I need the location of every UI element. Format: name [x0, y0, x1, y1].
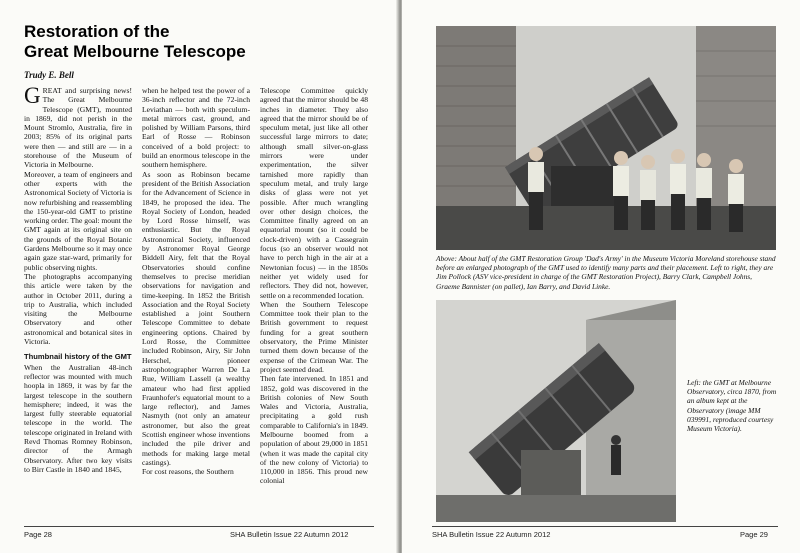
- article-title: [24, 22, 364, 62]
- paragraph: For cost reasons, the Southern: [142, 467, 234, 477]
- paragraph: Moreover, a team of engineers and other experts with the Astronomical Society of Victoria is now refurbishing and reassembling the 150-year-old GMT to pristine working order. The goal: mount the GMT again at its original site on the grounds of the Royal Botanic Gardens Melbourne so it may once again gaze star-ward, primarily for public observing nights.: [24, 169, 132, 272]
- left-page: [0, 0, 398, 553]
- title-line-2: Great Melbourne Telescope: [24, 42, 246, 61]
- paragraph: Telescope Committee quickly agreed that the mirror should be 48 inches in diameter. They also agreed that the mirror should be of speculum metal, just like all other successful large mirrors to date; although small silver-on-glass mirrors were under experimentation, the silver tarnished more rapidly than speculum metal, and truly large disks of glass were not yet possible. After much wrangling over other design choices, the Committee finally agreed on an equatorial mount (so it could be clock-driven) with a Cassegrain focus (so an observer would not have to perch high in the air at a Newtonian focus) — in the 1850s neither yet widely used for reflectors. They did not, however, settle on a recommended location.: [260, 86, 368, 300]
- paragraph: [24, 86, 132, 170]
- subheading: Thumbnail history of the GMT: [24, 352, 132, 362]
- paragraph: The photographs accompanying this article were taken by the author in October 2011, during a trip to Australia, which included visiting the Melbourne Observatory and other astronomical and botanical sites in Victoria.: [24, 271, 132, 347]
- historic-gmt-illustration: [436, 300, 676, 522]
- text-column-2: [142, 86, 250, 522]
- restoration-group-photo: [436, 26, 776, 250]
- paragraph: When the Australian 48-inch reflector was mounted with much hoopla in 1869, it was by far the largest telescope in the southern hemisphere; indeed, it was the largest fully steerable equatorial telescope in the world. The telescope originated in Ireland with Revd Thomas Romney Robinson, director of the Armagh Observatory. After two key visits to Birr Castle in 1840 and 1845,: [24, 362, 132, 474]
- publication-info: SHA Bulletin Issue 22 Autumn 2012: [230, 530, 349, 539]
- text-column-1: [24, 86, 132, 522]
- right-page: [402, 0, 800, 553]
- publication-info: SHA Bulletin Issue 22 Autumn 2012: [432, 530, 551, 539]
- footer-rule: [24, 526, 374, 527]
- restoration-group-illustration: [436, 26, 776, 250]
- title-line-1: Restoration of the: [24, 22, 170, 41]
- photo-caption-left: Left: the GMT at Melbourne Observatory, circa 1870, from an album kept at the Observatory (image MM 039991, reproduced courtesy Museum Victoria).: [687, 378, 777, 434]
- photo-caption-above: Above: About half of the GMT Restoration Group 'Dad's Army' in the Museum Victoria Moreland storehouse stand before an enlarged photograph of the GMT used to identify many parts and their placement. Left to right, they are Jim Pollock (ASV vice-president in charge of the GMT Restoration Project), Barry Clark, Campbell Johns, Graeme Bannister (on pallet), Ian Barry, and David Linke.: [436, 254, 776, 291]
- paragraph: when he helped test the power of a 36-inch reflector and the 72-inch Leviathan — both with speculum-metal mirrors cast, ground, and polished by William Parsons, third Earl of Rosse — Robinson conceived of a bold project: to build an enormous telescope in the southern hemisphere.: [142, 86, 250, 170]
- paragraph: Then fate intervened. In 1851 and 1852, gold was discovered in the British colonies of New South Wales and Victoria, Australia, precipitating a gold rush comparable to California's in 1849. Melbourne boomed from a population of about 29,000 in 1851 (when it was made the capital city of the new colony of Victoria) to 110,000 in 1856. This proud new colonial: [260, 374, 368, 486]
- paragraph: As soon as Robinson became president of the British Association for the Advancement of Science in 1849, he proposed the idea. The Royal Society of London, headed by Lord Rosse himself, was enthusiastic. But the Royal Astronomical Society, influenced by Astronomer Royal George Biddell Airy, felt that the Royal Observatories should confine themselves to precise meridian observations for navigation and time-keeping. In 1852 the British Association and the Royal Society established a joint Southern Telescope Committee to debate engineering options. Chaired by Lord Rosse, the Committee included Robinson, Airy, Sir John Herschel, pioneer astrophotographer Warren De La Rue, William Lassell (a wealthy amateur who had first applied Fraunhofer's equatorial mount to a large reflector), and James Nasmyth (not only an amateur astronomer, but also the great Scottish engineer whose inventions included the pile driver and methods for making large metal castings).: [142, 169, 250, 467]
- page-number: Page 28: [24, 530, 52, 539]
- text-column-3: [260, 86, 368, 522]
- author-byline: Trudy E. Bell: [24, 70, 74, 80]
- historic-gmt-photo: [436, 300, 676, 522]
- drop-cap: G: [24, 86, 41, 108]
- footer-rule: [432, 526, 778, 527]
- paragraph: When the Southern Telescope Committee took their plan to the British government to request funding for a great southern observatory, the Prime Minister turned them down because of the expense of the Crimean War. The project seemed dead.: [260, 299, 368, 374]
- paragraph-text: REAT and surprising news! The Great Melbourne Telescope (GMT), mounted in 1869, did not perish in the Mount Stromlo, Australia, fire in 2003; 85% of its original parts were then — and still are — in a storehouse of the Museum of Victoria in Melbourne.: [24, 86, 132, 170]
- page-number: Page 29: [740, 530, 768, 539]
